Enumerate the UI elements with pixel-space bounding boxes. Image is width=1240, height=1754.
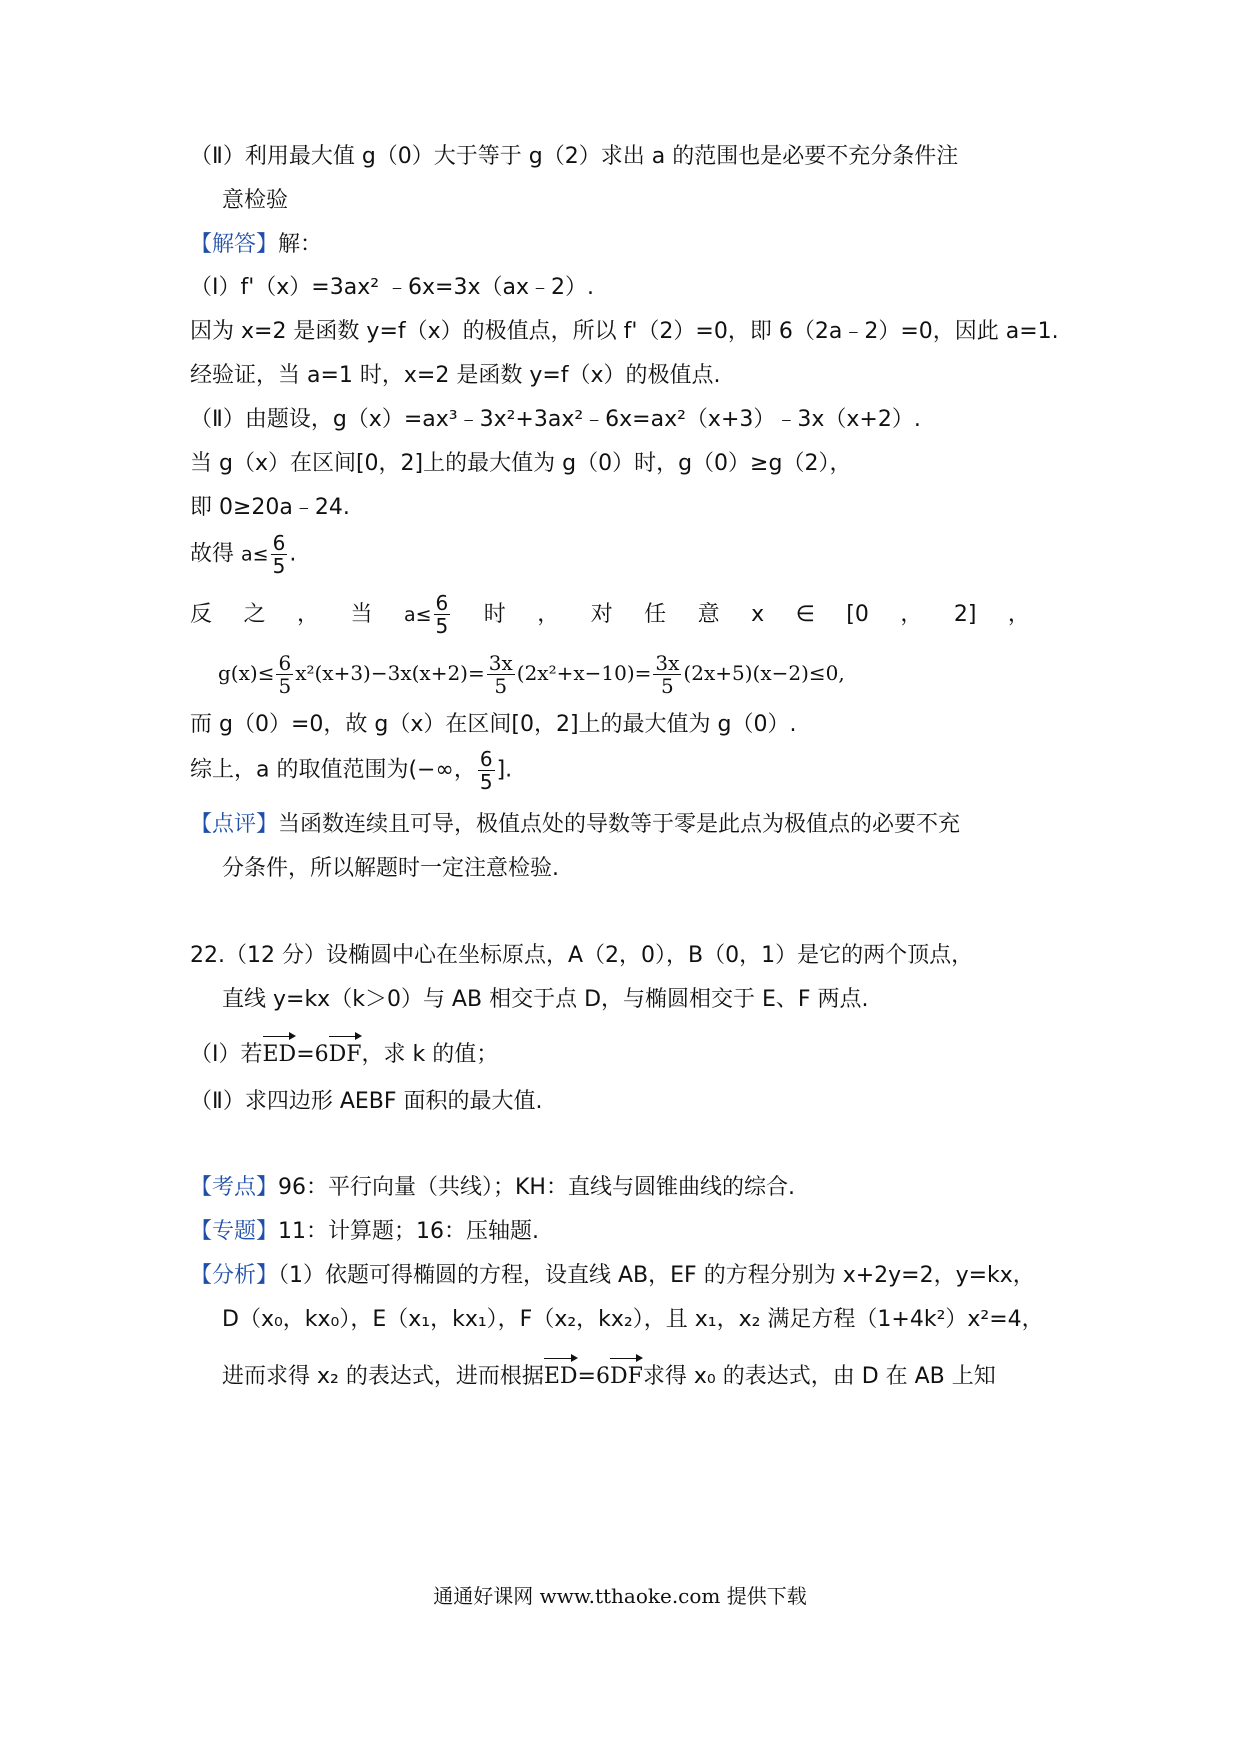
fraction: [271, 532, 288, 577]
text: 11：计算题；16：压轴题.: [278, 1219, 539, 1244]
text-line: （Ⅰ）f'（x）=3ax² ﹣6x=3x（ax﹣2）.: [190, 275, 595, 300]
text: (2x+5)(x−2)≤0,: [683, 661, 845, 685]
text: ，求 k 的值；: [361, 1042, 499, 1067]
text-line: 分条件，所以解题时一定注意检验.: [222, 856, 559, 881]
page-footer: 通通好课网 www.tthaoke.com 提供下载: [433, 1584, 807, 1608]
word: 意: [697, 601, 720, 627]
zhuanti-tag: 【专题】: [190, 1219, 279, 1244]
word: 2]: [953, 601, 977, 627]
text: a≤: [241, 543, 269, 566]
word: x: [751, 601, 765, 627]
numerator: 3x: [488, 651, 513, 675]
fenxi-tag: 【分析】: [190, 1263, 279, 1288]
vector-DF: DF: [329, 1034, 362, 1070]
text-line: 即 0≥20a﹣24.: [190, 495, 350, 520]
text: 当函数连续且可导，极值点处的导数等于零是此点为极值点的必要不充: [278, 812, 961, 837]
vector-DF: DF: [610, 1356, 643, 1392]
fraction: [487, 652, 515, 697]
denominator: 5: [272, 554, 286, 578]
text-line-vector: [190, 1034, 498, 1070]
kaodian-tag: 【考点】: [190, 1175, 279, 1200]
text: 进而求得 x₂ 的表达式，进而根据: [222, 1364, 544, 1389]
text: ].: [496, 757, 513, 783]
numerator: 6: [435, 591, 449, 615]
word: ，: [900, 601, 923, 627]
word: 时: [483, 601, 506, 627]
question-22: 22.（12 分）设椭圆中心在坐标原点，A（2，0），B（0，1）是它的两个顶点，: [190, 943, 974, 968]
zhuanti-line: [190, 1217, 539, 1247]
text-line: 因为 x=2 是函数 y=f（x）的极值点，所以 f'（2）=0，即 6（2a﹣2）=0，因此 a=1.: [190, 319, 1059, 344]
text: 解：: [278, 232, 323, 257]
text: 96：平行向量（共线）；KH：直线与圆锥曲线的综合.: [278, 1175, 795, 1200]
text: =6: [577, 1364, 610, 1389]
word: ，: [537, 601, 560, 627]
word: 反: [190, 601, 213, 627]
word: ，: [296, 601, 319, 627]
text-line-fraction: 故得 a≤ $\frac{6}{5}$ .: [190, 531, 297, 578]
numerator: 6: [479, 747, 493, 771]
word: 当: [350, 601, 373, 627]
word: ∈: [795, 601, 815, 627]
denominator: 5: [661, 674, 674, 698]
kaodian-line: [190, 1173, 795, 1203]
word: 任: [644, 601, 667, 627]
vector-ED: ED: [544, 1356, 578, 1392]
text: (2x²+x−10)=: [516, 661, 652, 685]
word: [0: [846, 601, 869, 627]
vector-ED: ED: [263, 1034, 297, 1070]
comment-heading: [190, 810, 960, 840]
text-line: D（x₀，kx₀），E（x₁，kx₁），F（x₂，kx₂），且 x₁，x₂ 满足方程（1+4k²）x²=4，: [222, 1307, 1044, 1332]
text-line-fraction: [190, 748, 512, 793]
text: （Ⅰ）若: [190, 1042, 263, 1067]
denominator: 5: [278, 674, 292, 698]
word-with-fraction: [404, 592, 452, 637]
text: =6: [296, 1042, 329, 1067]
text-line: （Ⅱ）利用最大值 g（0）大于等于 g（2）求出 a 的范围也是必要不充分条件注: [190, 144, 959, 169]
numerator: 6: [278, 651, 292, 675]
text: g(x)≤: [218, 661, 275, 685]
text: x²(x+3)−3x(x+2)=: [295, 661, 485, 685]
text: 故得: [190, 541, 235, 567]
comment-tag: 【点评】: [190, 812, 279, 837]
answer-tag: 【解答】: [190, 232, 279, 257]
formula-line: [218, 652, 845, 697]
text-line: （Ⅱ）由题设，g（x）=ax³﹣3x²+3ax²﹣6x=ax²（x+3）﹣3x（x+2）.: [190, 407, 921, 432]
fraction: [434, 592, 451, 637]
word: 对: [590, 601, 613, 627]
fenxi-line: [190, 1261, 1035, 1291]
fraction: [276, 652, 293, 697]
text-line-vector: [222, 1356, 996, 1392]
text-line: 意检验: [222, 188, 289, 213]
numerator: 3x: [655, 651, 680, 675]
text-line: 而 g（0）=0，故 g（x）在区间[0，2]上的最大值为 g（0）.: [190, 712, 797, 737]
denominator: 5: [479, 770, 493, 794]
text-line: 当 g（x）在区间[0，2]上的最大值为 g（0）时，g（0）≥g（2），: [190, 451, 852, 476]
text-line: （Ⅱ）求四边形 AEBF 面积的最大值.: [190, 1089, 543, 1114]
fraction: [653, 652, 681, 697]
text: 综上，a 的取值范围为(−∞，: [190, 757, 476, 783]
fraction: [478, 748, 495, 793]
answer-heading: [190, 230, 322, 260]
text-line: 经验证，当 a=1 时，x=2 是函数 y=f（x）的极值点.: [190, 363, 721, 388]
text-line: 直线 y=kx（k＞0）与 AB 相交于点 D，与椭圆相交于 E、F 两点.: [222, 987, 869, 1012]
text: 求得 x₀ 的表达式，由 D 在 AB 上知: [642, 1364, 996, 1389]
numerator: 6: [272, 531, 286, 555]
word: ，: [1007, 601, 1030, 627]
text: a≤: [403, 603, 432, 626]
denominator: 5: [494, 674, 508, 698]
text: （1）依题可得椭圆的方程，设直线 AB，EF 的方程分别为 x+2y=2，y=kx，: [278, 1263, 1035, 1288]
word: 之: [243, 601, 266, 627]
denominator: 5: [435, 614, 449, 638]
text-line-justified: [190, 592, 1030, 637]
